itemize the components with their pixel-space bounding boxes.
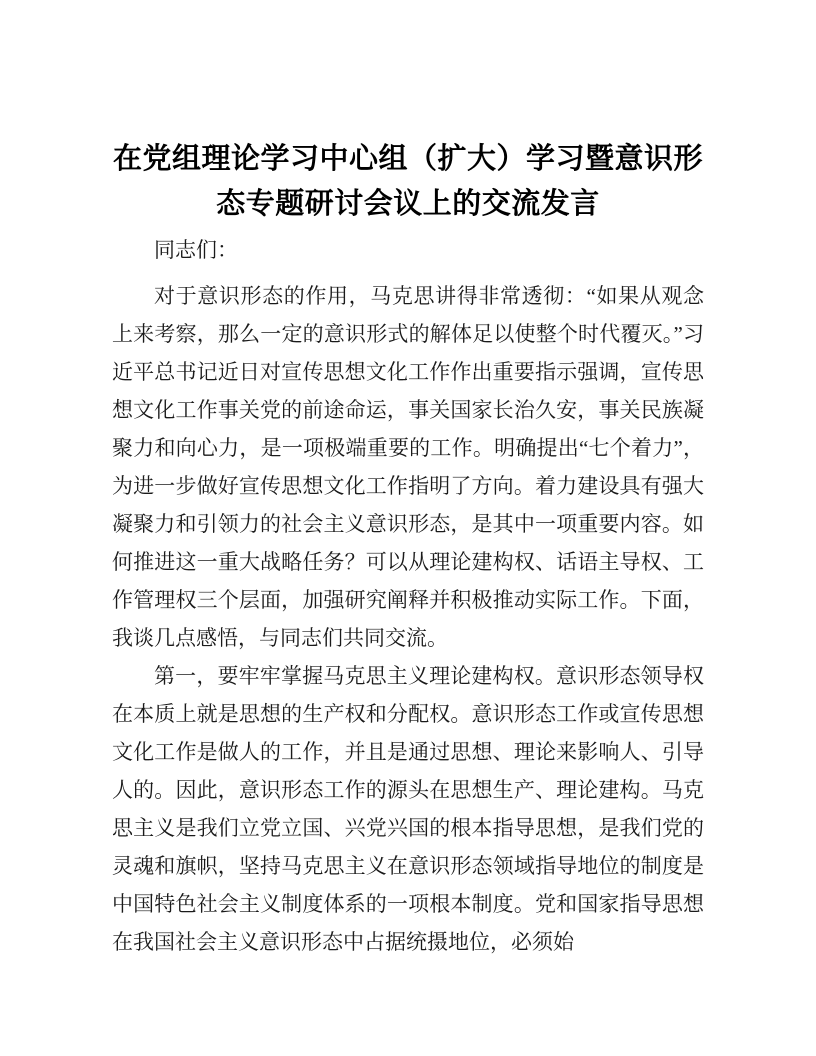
paragraph-intro: 对于意识形态的作用，马克思讲得非常透彻：“如果从观念上来考察，那么一定的意识形式的解体足以使整个时代覆灭。”习近平总书记近日对宣传思想文化工作作出重要指示强调，宣传思想文化工作事关党的前途命运，事关国家长治久安，事关民族凝聚力和向心力，是一项极端重要的工作。明确提出“七个着力”，为进一步做好宣传思想文化工作指明了方向。着力建设具有强大凝聚力和引领力的社会主义意识形态，是其中一项重要内容。如何推进这一重大战略任务？可以从理论建构权、话语主导权、工作管理权三个层面，加强研究阐释并积极推动实际工作。下面，我谈几点感悟，与同志们共同交流。 [112,284,704,650]
document-title-line-2: 态专题研讨会议上的交流发言 [216,188,600,220]
salutation: 同志们： [154,238,238,262]
paragraph-first-point: 第一，要牢牢掌握马克思主义理论建构权。意识形态领导权在本质上就是思想的生产权和分配权。意识形态工作或宣传思想文化工作是做人的工作，并且是通过思想、理论来影响人、引导人的。因此，意识形态工作的源头在思想生产、理论建构。马克思主义是我们立党立国、兴党兴国的根本指导思想，是我们党的灵魂和旗帜，坚持马克思主义在意识形态领域指导地位的制度是中国特色社会主义制度体系的一项根本制度。党和国家指导思想在我国社会主义意识形态中占据统摄地位，必须始 [112,664,704,954]
document-title [112,137,704,227]
document-title-line-1: 在党组理论学习中心组（扩大）学习暨意识形 [112,143,703,175]
